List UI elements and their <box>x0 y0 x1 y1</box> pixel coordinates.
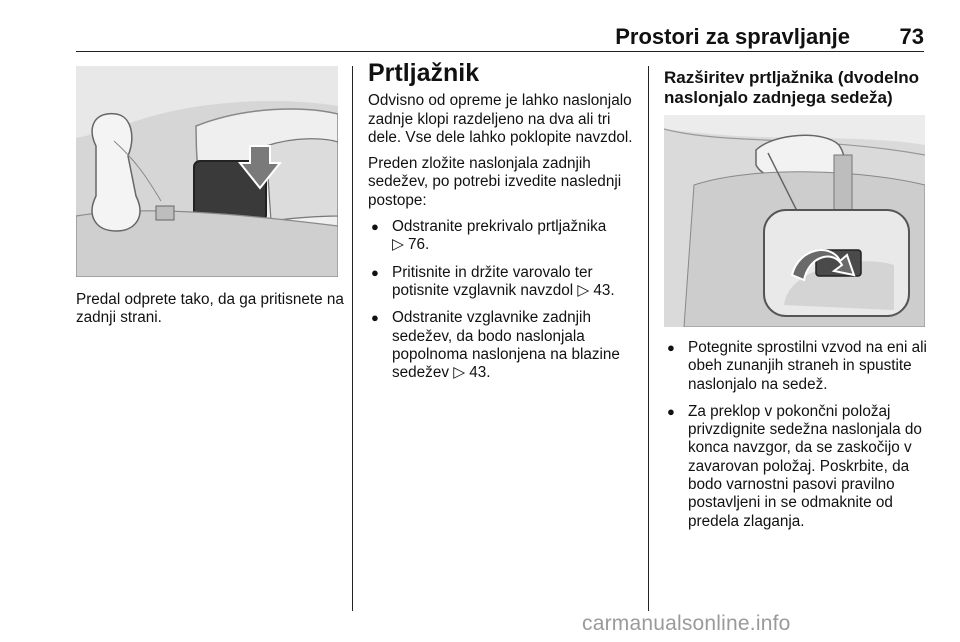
reference-arrow-icon: ▷ <box>577 281 590 299</box>
page-reference-link[interactable]: ▷ 76. <box>392 236 430 254</box>
list-item-text: Pritisnite in držite varovalo ter potisnite vzglavnik navzdol <box>392 263 593 299</box>
list-item: ● Za preklop v pokončni položaj privzdignite sedežna naslonjala do konca navzgor, da se zaskočijo v zavarovan položaj. Poskrbite, da bodo varnostni pasovi pravilno postavljeni in se odmaknite od predela zlaganja. <box>664 403 930 531</box>
page-header-title: Prostori za spravljanje <box>615 24 850 49</box>
list-item-text: Odstranite prekrivalo prtljažnika <box>392 218 607 236</box>
watermark: carmanualsonline.info <box>582 612 791 635</box>
rear-seat-release-illustration <box>664 115 925 327</box>
console-storage-illustration <box>76 66 338 277</box>
page-reference-link[interactable]: ▷ 43. <box>577 281 615 299</box>
procedure-paragraph: Preden zložite naslonjala zadnjih sedežev, po potrebi izvedite naslednji postope: <box>368 155 622 209</box>
column-divider-left <box>352 66 353 611</box>
reference-arrow-icon: ▷ <box>453 364 465 382</box>
header-rule <box>76 51 924 52</box>
figure-caption: Predal odprete tako, da ga pritisnete na zadnji strani. <box>76 291 344 327</box>
section-heading: Prtljažnik <box>368 59 480 87</box>
procedure-list <box>368 218 640 382</box>
column-divider-right <box>648 66 649 611</box>
reference-arrow-icon: ▷ <box>392 236 404 254</box>
list-item <box>368 218 640 255</box>
subsection-heading: Razširitev prtljažnika (dvodelno naslonjalo zadnjega sedeža) <box>664 68 920 107</box>
page-reference-link[interactable]: ▷ 43. <box>453 364 491 382</box>
list-item <box>368 309 640 382</box>
luggage-compartment-section <box>368 59 640 391</box>
list-item: ● Potegnite sprostilni vzvod na eni ali obeh zunanjih straneh in spustite naslonjalo na sedež. <box>664 339 930 394</box>
list-item-text: Odstranite vzglavnike zadnjih sedežev, da bodo naslonjala popolnoma naslonjena na blazine sedežev <box>392 309 620 382</box>
intro-paragraph: Odvisno od opreme je lahko naslonjalo zadnje klopi razdeljeno na dva ali tri dele. Vse dele lahko poklopite navzdol. <box>368 92 633 146</box>
page-number: 73 <box>899 24 924 49</box>
list-item <box>368 264 640 301</box>
folding-instructions-list <box>664 339 930 531</box>
